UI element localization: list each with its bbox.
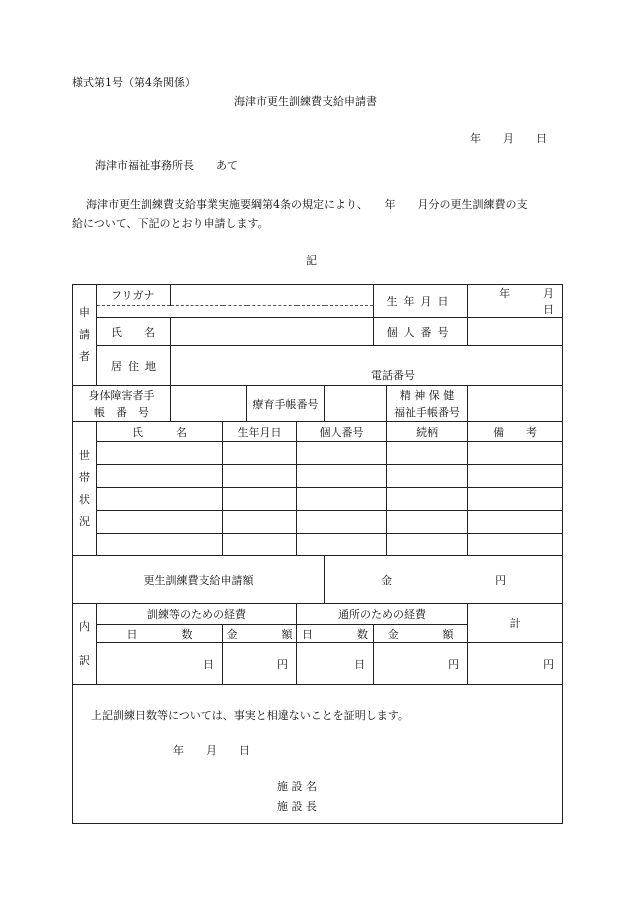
id-number-label: 個人番号 — [374, 318, 468, 346]
address-label: 居住地 — [97, 346, 171, 386]
household-row — [73, 511, 563, 534]
address-field[interactable] — [171, 346, 563, 386]
ryoiku-handbook-field[interactable] — [325, 386, 387, 422]
phone-label: 電話番号 — [371, 369, 415, 382]
certification-box — [73, 685, 563, 824]
mental-handbook-label: 精 神 保 健 福祉手帳番号 — [387, 386, 468, 422]
household-row — [73, 488, 563, 511]
household-section-label: 世 帯 状 況 — [73, 422, 97, 556]
mental-handbook-field[interactable] — [468, 386, 563, 422]
dob-field[interactable]: 年 月 日 — [468, 285, 563, 318]
commute-days-header: 日 数 — [297, 625, 374, 643]
training-amount-header: 金 額 — [223, 625, 297, 643]
name-field[interactable] — [171, 318, 374, 346]
training-amount-field[interactable]: 円 — [223, 643, 297, 685]
household-col-notes: 備 考 — [468, 422, 563, 442]
body-text-line-2: 給について、下記のとおり申請します。 — [72, 217, 269, 230]
household-col-dob: 生年月日 — [223, 422, 297, 442]
addressee: 海津市福祉事務所長 あて — [95, 159, 238, 172]
kin-label: 金 — [381, 573, 392, 587]
certification-date[interactable]: 年 月 日 — [173, 744, 250, 757]
name-label: 氏 名 — [97, 318, 171, 346]
commute-amount-header: 金 額 — [374, 625, 468, 643]
ryoiku-handbook-label: 療育手帳番号 — [247, 386, 325, 422]
household-row — [73, 442, 563, 465]
household-row — [73, 465, 563, 488]
commute-days-field[interactable]: 日 — [297, 643, 374, 685]
total-header: 計 — [468, 604, 563, 643]
physical-handbook-field[interactable] — [171, 386, 247, 422]
furigana-field[interactable] — [171, 285, 374, 306]
training-cost-header: 訓練等のための経費 — [97, 604, 297, 625]
requested-amount-label: 更生訓練費支給申請額 — [73, 556, 325, 604]
facility-head-label: 施 設 長 — [277, 800, 317, 813]
total-amount-field[interactable]: 円 — [468, 643, 563, 685]
physical-handbook-label: 身体障害者手 帳 番 号 — [73, 386, 171, 422]
requested-amount-field[interactable] — [325, 556, 563, 604]
application-date: 年 月 日 — [470, 132, 547, 145]
household-row — [73, 534, 563, 556]
furigana-label: フリガナ — [97, 285, 171, 306]
yen-label: 円 — [495, 573, 507, 587]
training-days-field[interactable]: 日 — [97, 643, 223, 685]
commute-amount-field[interactable]: 円 — [374, 643, 468, 685]
breakdown-section-label: 内 訳 — [73, 604, 97, 685]
commute-cost-header: 通所のための経費 — [297, 604, 468, 625]
applicant-section-label: 申 請 者 — [73, 285, 97, 386]
dob-label: 生年月日 — [374, 285, 468, 318]
facility-name-label: 施 設 名 — [277, 780, 317, 793]
application-form-table — [72, 284, 588, 824]
id-number-field[interactable] — [468, 318, 563, 346]
certification-statement: 上記訓練日数等については、事実と相違ないことを証明します。 — [91, 709, 409, 722]
household-col-id: 個人番号 — [297, 422, 387, 442]
household-col-relation: 続柄 — [387, 422, 468, 442]
form-number: 様式第1号（第4条関係） — [72, 76, 196, 89]
body-text-line-1: 海津市更生訓練費支給事業実施要綱第4条の規定により、 年 月分の更生訓練費の支 — [86, 198, 528, 211]
form-title: 海津市更生訓練費支給申請書 — [234, 95, 377, 108]
ki-heading: 記 — [306, 254, 317, 267]
training-days-header: 日 数 — [97, 625, 223, 643]
household-col-name: 氏 名 — [97, 422, 223, 442]
